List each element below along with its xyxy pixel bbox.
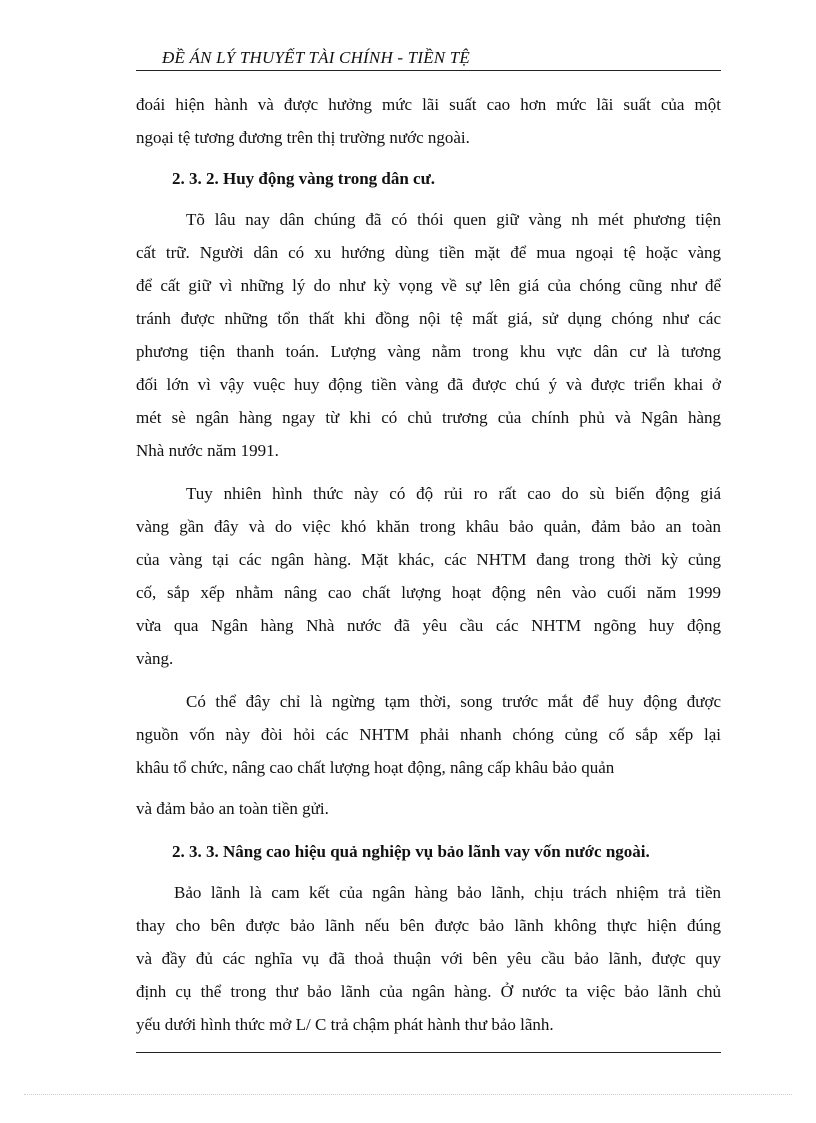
text-line: cất trữ. Người dân có xu hướng dùng tiền mặt để mua ngoại tệ hoặc vàng bbox=[136, 243, 721, 262]
text-line: mét sè ngân hàng ngay từ khi có chủ trương của chính phủ và Ngân hàng bbox=[136, 408, 721, 427]
text-line: Tõ lâu nay dân chúng đã có thói quen giữ vàng nh mét phương tiện bbox=[186, 210, 721, 229]
text-line: vừa qua Ngân hàng Nhà nước đã yêu cầu các NHTM ngõng huy động bbox=[136, 616, 721, 635]
text-line: thay cho bên được bảo lãnh nếu bên được bảo lãnh không thực hiện đúng bbox=[136, 916, 721, 935]
paragraph-guarantee bbox=[136, 876, 721, 1041]
text-line: đoái hiện hành và được hưởng mức lãi suất cao hơn mức lãi suất của một bbox=[136, 95, 721, 114]
page-edge-divider bbox=[24, 1094, 792, 1095]
header-title: ĐỀ ÁN LÝ THUYẾT TÀI CHÍNH - TIỀN TỆ bbox=[162, 48, 471, 67]
section-heading-2-3-2: 2. 3. 2. Huy động vàng trong dân cư. bbox=[172, 169, 436, 188]
text-line: Bảo lãnh là cam kết của ngân hàng bảo lãnh, chịu trách nhiệm trả tiền bbox=[174, 883, 721, 902]
text-line: phương tiện thanh toán. Lượng vàng nằm trong khu vực dân cư là tương bbox=[136, 342, 721, 361]
text-line: nguồn vốn này đòi hỏi các NHTM phải nhanh chóng củng cố sắp xếp lại bbox=[136, 725, 721, 744]
page-header bbox=[136, 48, 721, 71]
text-line: và đảm bảo an toàn tiền gửi. bbox=[136, 799, 329, 818]
text-line: Tuy nhiên hình thức này có độ rủi ro rất cao do sù biến động giá bbox=[186, 484, 721, 503]
text-line: cố, sắp xếp nhằm nâng cao chất lượng hoạt động nên vào cuối năm 1999 bbox=[136, 583, 721, 602]
footer-rule bbox=[136, 1052, 721, 1053]
text-line: Nhà nước năm 1991. bbox=[136, 441, 279, 460]
text-line: khâu tổ chức, nâng cao chất lượng hoạt động, nâng cấp khâu bảo quản bbox=[136, 758, 615, 777]
section-heading-2-3-3: 2. 3. 3. Nâng cao hiệu quả nghiệp vụ bảo lãnh vay vốn nước ngoài. bbox=[172, 842, 650, 861]
paragraph-gold-risk bbox=[136, 477, 721, 675]
text-line: ngoại tệ tương đương trên thị trường nước ngoài. bbox=[136, 128, 470, 147]
text-line: vàng. bbox=[136, 649, 174, 668]
text-line: yếu dưới hình thức mở L/ C trả chậm phát hành thư bảo lãnh. bbox=[136, 1015, 554, 1034]
paragraph-temporary-halt bbox=[136, 685, 721, 784]
text-line: định cụ thể trong thư bảo lãnh của ngân hàng. Ở nước ta việc bảo lãnh chủ bbox=[136, 982, 721, 1001]
text-line: Có thể đây chỉ là ngừng tạm thời, song trước mắt để huy động được bbox=[186, 692, 721, 711]
document-body bbox=[136, 88, 721, 1041]
text-line: của vàng tại các ngân hàng. Mặt khác, các NHTM đang trong thời kỳ củng bbox=[136, 550, 721, 569]
text-line: tránh được những tổn thất khi đồng nội tệ mất giá, sử dụng chóng như các bbox=[136, 309, 721, 328]
text-line: vàng gần đây và do việc khó khăn trong khâu bảo quản, đảm bảo an toàn bbox=[136, 517, 721, 536]
text-line: để cất giữ vì những lý do như kỳ vọng về sự lên giá của chóng cũng như để bbox=[136, 276, 721, 295]
paragraph-continuation bbox=[136, 88, 721, 154]
text-line: và đầy đủ các nghĩa vụ đã thoả thuận với bên yêu cầu bảo lãnh, được quy bbox=[136, 949, 721, 968]
paragraph-gold-habits bbox=[136, 203, 721, 467]
paragraph-safety bbox=[136, 792, 721, 825]
text-line: đối lớn vì vậy vuệc huy động tiền vàng đã được chú ý và được triển khai ở bbox=[136, 375, 721, 394]
